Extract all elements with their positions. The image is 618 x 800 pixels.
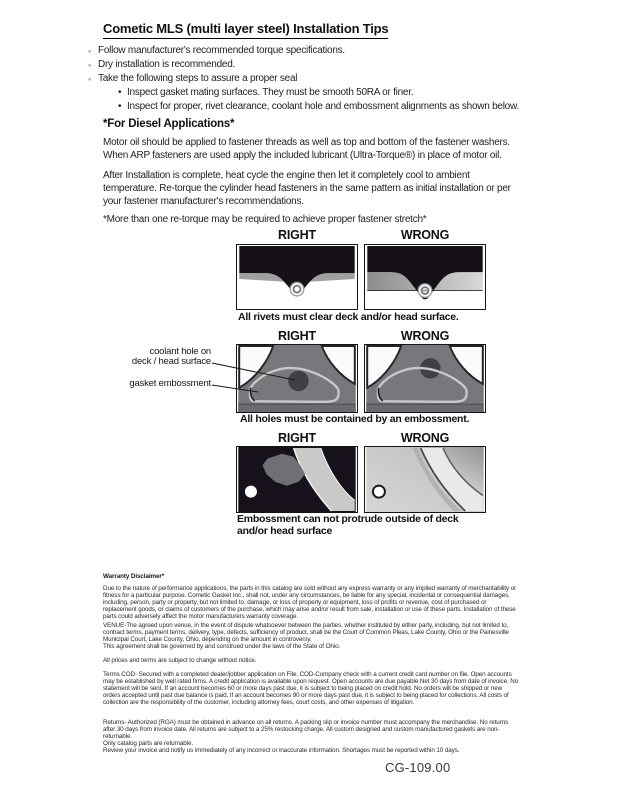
right-label: RIGHT: [278, 431, 316, 445]
tip-text: Take the following steps to assure a proper seal: [98, 73, 298, 84]
page-number: CG-109.00: [385, 760, 451, 775]
caption-line: Embossment can not protrude outside of deck: [237, 513, 459, 525]
bullet-icon: •: [118, 101, 122, 112]
hole-not-contained-illustration: [365, 345, 485, 412]
callout-text: deck / head surface: [131, 356, 211, 367]
right-label: RIGHT: [278, 329, 316, 343]
open-bullet-icon: ◦: [88, 74, 91, 84]
rivet-interfere-illustration: [365, 245, 485, 309]
diesel-paragraph: After Installation is complete, heat cycle the engine then let it completely cool to ambient temperature. Re-torque the cylinder head fasteners in the same pattern as initial installation or per your fastener manufacturer's recommendations.: [103, 170, 511, 207]
governing-law-line: This agreement shall be governed by and construed under the laws of the State of Ohio.: [103, 643, 341, 650]
list-item: [88, 72, 548, 86]
rivet-wrong-diagram: [364, 244, 486, 310]
callout-text: gasket embossment: [129, 378, 211, 389]
catalog-parts-line: Only catalog parts are returnable.: [103, 740, 194, 747]
tip-text: Dry installation is recommended.: [98, 59, 236, 70]
page-title: Cometic MLS (multi layer steel) Installation Tips: [103, 21, 388, 39]
list-sub-item: [118, 86, 548, 100]
tip-text: Inspect for proper, rivet clearance, coolant hole and embossment alignments as shown below.: [127, 101, 519, 112]
rivet-right-diagram: [236, 244, 358, 310]
wrong-label: WRONG: [400, 329, 450, 343]
bullet-icon: •: [118, 87, 122, 98]
list-sub-item: [118, 100, 548, 114]
holes-caption: All holes must be contained by an embossment.: [240, 413, 470, 425]
prices-terms-line: All prices and terms are subject to change without notice.: [103, 657, 257, 664]
tip-text: Follow manufacturer's recommended torque specifications.: [98, 45, 345, 56]
embossment-right-diagram: [236, 446, 358, 513]
list-item: [88, 44, 548, 58]
warranty-paragraph: Due to the nature of performance applications, the parts in this catalog are sold without any express warranty or any implied warranty of merchantability or fitness for a particular purpose. Cometic Gasket Inc., shall not, under any circumstances, be liable for any special, incidental or consequential damages, including, person, party or property, but not limited to, damage, or loss of property or equipment, loss of profits or revenue, cost of purchased or replacement goods, or claims of customers of the purchase, which may arise and/or result from sale, installation or use of these parts. Installation of these parts could adversely affect the motor manufacturers warranty coverage.: [103, 585, 517, 620]
diesel-paragraph: Motor oil should be applied to fastener threads as well as top and bottom of the fastener washers. When ARP fasteners are used apply the included lubricant (Ultra-Torque®) in place of motor oil.: [103, 137, 510, 161]
diesel-applications-heading: *For Diesel Applications*: [103, 118, 235, 130]
terms-cod-paragraph: Terms COD- Secured with a completed dealer/jobber application on File, COD-Company check with a current credit card number on file. Open accounts may be established by well rated firms. A credit application is available upon request. Open accounts are due payable Net 30 days from date of invoice. No statement will be sent. If an account becomes 60 or more days past due, it is subject to being placed on credit hold. No orders will be shipped or new orders accepted until past due balance is paid. If an account becomes 90 or more days past due, it is subject to being placed for collections. All costs of collection are the responsibility of the customer, including attorney fees, court costs, and other expenses of litigation.: [103, 671, 519, 706]
returns-paragraph: Returns- Authorized (RGA) must be obtained in advance on all returns. A packing slip or invoice number must accompany the merchandise. No returns after 30 days from invoice date. All returns are subject to a 25% restocking charge. All custom designed and custom manufactured gaskets are non-returnable.: [103, 719, 509, 740]
warranty-disclaimer-heading: Warranty Disclaimer*: [103, 573, 165, 580]
retorque-note: *More than one re-torque may be required to achieve proper fastener stretch*: [103, 214, 427, 225]
wrong-label: WRONG: [400, 431, 450, 445]
rivet-caption: All rivets must clear deck and/or head surface.: [238, 311, 459, 323]
callout-text: coolant hole on: [149, 346, 211, 357]
open-bullet-icon: ◦: [88, 60, 91, 70]
coolant-hole-wrong-diagram: [364, 344, 486, 413]
embossment-inside-illustration: [237, 447, 357, 512]
review-invoice-line: Review your invoice and notify us immediately of any incorrect or inaccurate information. Shortages must be reported within 10 days.: [103, 747, 460, 754]
embossment-wrong-diagram: [364, 446, 486, 513]
right-label: RIGHT: [278, 228, 316, 242]
venue-paragraph: VENUE-The agreed upon venue, in the event of dispute whatsoever between the parties, whether instituted by either party, including, but not limited to, contract terms, payment terms, delivery, type, defects, sufficiency of product, shall be the Court of Common Pleas, Lake County, Ohio or the Painesville Municipal Court, Lake County, Ohio, depending on the amount in controversy.: [103, 622, 509, 643]
tip-text: Inspect gasket mating surfaces. They must be smooth 50RA or finer.: [127, 87, 414, 98]
list-item: [88, 58, 548, 72]
embossment-caption: [237, 514, 497, 537]
wrong-label: WRONG: [400, 228, 450, 242]
open-bullet-icon: ◦: [88, 46, 91, 56]
embossment-protrude-illustration: [365, 447, 485, 512]
rivet-clear-illustration: [237, 245, 357, 309]
installation-tips-list: [88, 44, 548, 114]
caption-line: and/or head surface: [237, 524, 333, 537]
callout-pointer-lines: [115, 344, 305, 406]
